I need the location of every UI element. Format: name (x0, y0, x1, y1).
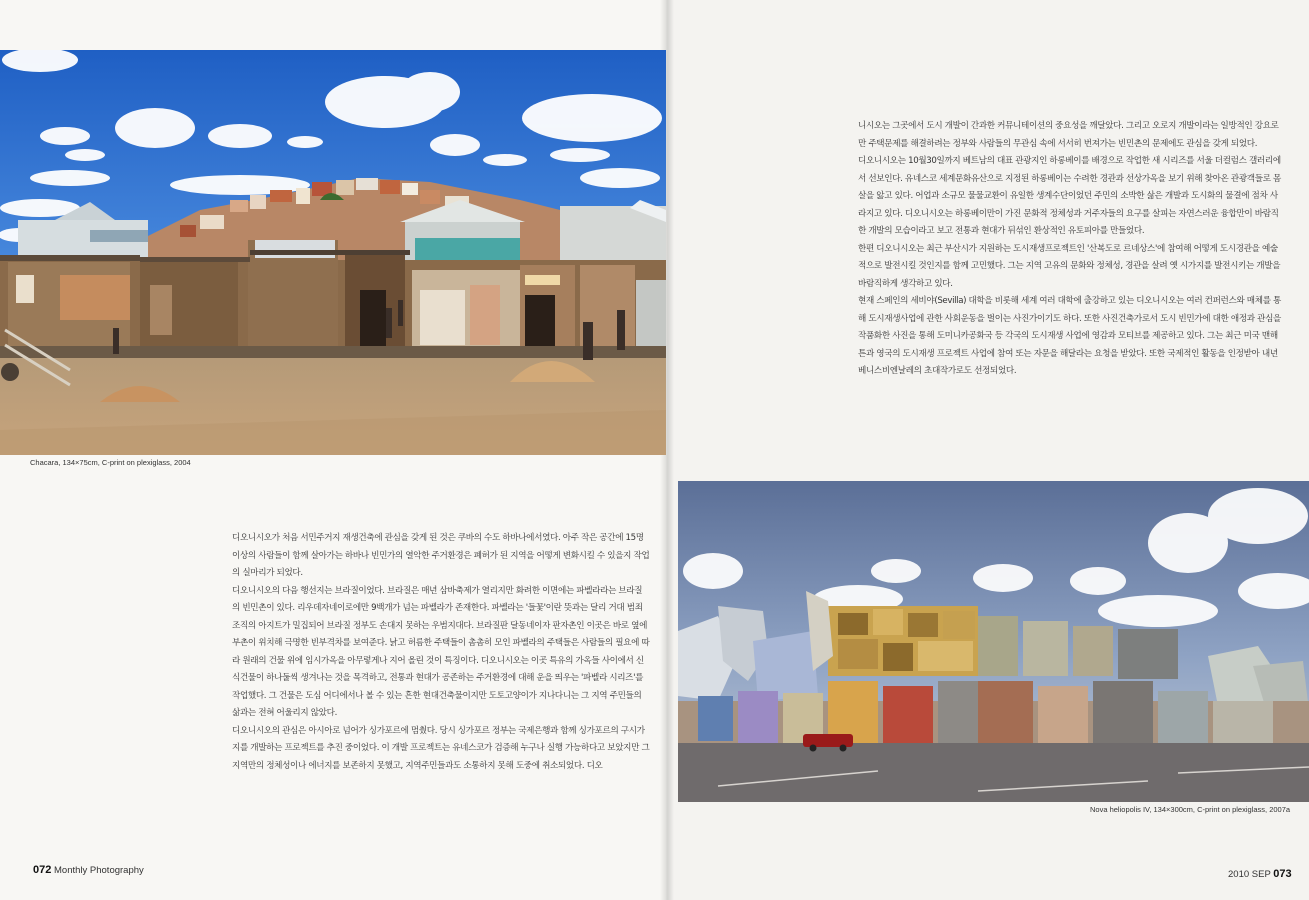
left-article-text (232, 530, 650, 775)
left-folio (33, 864, 144, 876)
magazine-name: Monthly Photography (54, 865, 144, 876)
right-paragraph: 니시오는 그곳에서 도시 개발이 간과한 커뮤니테이션의 중요성을 깨달았다. 그리고 오로지 개발이라는 일방적인 강요로만 주택문제를 해결하려는 정부와 사람들의 무관심 속에 서서히 번져가는 빈민촌의 문제에도 관심을 갖게 되었다. (858, 121, 1279, 149)
right-paragraph: 현재 스페인의 세비야(Sevilla) 대학을 비롯해 세계 여러 대학에 출강하고 있는 디오니시오는 여러 컨퍼런스와 매체를 통해 도시재생사업에 관한 사회운동을 벌이는 사진가이기도 하다. 또한 사진건축가로서 도시 빈민가에 대한 애정과 관심을 작품화한 사진을 통해 도미니카공화국 등 각국의 도시재생 사업에 영감과 모티브를 제공하고 있다. 그는 최근 미국 맨해튼과 영국의 도시재생 프로젝트 사업에 참여 또는 자문을 해달라는 요청을 받았다. 또한 국제적인 활동을 인정받아 내년 베니스비엔날레의 초대작가로도 선정되었다. (858, 296, 1281, 376)
left-paragraph: 디오니시오의 관심은 아시아로 넘어가 싱가포르에 멈췄다. 당시 싱가포르 정부는 국제은행과 함께 싱가포르의 구시가지를 개발하는 프로젝트를 추진 중이었다. 이 개발 프로젝트는 유네스코가 검증해 누구나 실행 가능하다고 보았지만 그 지역만의 정체성이나 에너지를 보존하지 못했고, 지역주민들과도 소통하지 못해 도중에 취소되었다. 디오 (232, 725, 650, 771)
nova-heliopolis-photo (678, 481, 1309, 802)
page-number-left: 072 (33, 864, 52, 876)
chacara-photo (0, 50, 666, 455)
left-paragraph: 디오니시오가 처음 서민주거지 재생건축에 관심을 갖게 된 것은 쿠바의 수도 하바나에서였다. 아주 작은 공간에 15명 이상의 사람들이 함께 살아가는 하바나 빈민가의 열악한 주거환경은 폐허가 된 지역을 어떻게 변화시킬 수 있을지 작업의 실마리가 되었다. (232, 533, 650, 578)
nova-heliopolis-caption: Nova heliopolis IV, 134×300cm, C-print on plexiglass, 2007a (1090, 805, 1291, 814)
chacara-caption: Chacara, 134×75cm, C-print on plexiglass, 2004 (30, 458, 191, 467)
right-folio (1228, 868, 1292, 880)
page-number-right: 073 (1273, 868, 1292, 880)
issue-date: 2010 SEP (1228, 869, 1271, 880)
right-paragraph: 디오니시오는 10월30일까지 베트남의 대표 관광지인 하롱베이를 배경으로 작업한 새 시리즈를 서울 더컬럼스 갤러리에서 선보인다. 유네스코 세계문화유산으로 지정된 하롱베이는 수려한 경관과 선상가옥을 보기 위해 찾아온 관광객들로 몸살을 앓고 있다. 어업과 소규모 물물교환이 유일한 생계수단이었던 주민의 소박한 삶은 개발과 도시화의 물결에 점차 사라지고 있다. 디오니시오는 하롱베이만이 가진 문화적 정체성과 거주자들의 요구를 살피는 자연스러운 융합만이 바람직한 개발의 모습이라고 보고 전통과 현대가 뒤섞인 환상적인 유토피아를 만들었다. (858, 156, 1281, 236)
left-paragraph: 디오니시오의 다음 행선지는 브라질이었다. 브라질은 매년 삼바축제가 열리지만 화려한 이면에는 파벨라라는 브라질의 빈민촌이 있다. 리우데자네이로에만 9백개가 넘는 파벨라가 존재한다. 파벨라는 '들꽃'이란 뜻과는 달리 거대 범죄조직의 아지트가 밀집되어 브라질 정부도 손대지 못하는 우범지대다. 브라질판 달동네이자 판자촌인 이곳은 바로 옆에 부촌이 위치해 극명한 빈부격차를 보여준다. 낡고 허름한 주택들이 촘촘히 모인 파벨라의 주택들은 사람들의 필요에 따라 원래의 건물 위에 임시가옥을 아무렇게나 지어 올린 것이 특징이다. 디오니시오는 이곳 특유의 가옥들 사이에서 신식건물이 하나둘씩 생겨나는 것을 목격하고, 전통과 현대가 공존하는 주거환경에 대해 운을 띄우는 '파벨라 시리즈'를 작업했다. 그 건물은 도심 어디에서나 볼 수 있는 흔한 현대건축물이지만 도토고양이가 지나다니는 그 지역 주민들의 삶과는 전혀 어울리지 않았다. (232, 585, 650, 718)
right-article-text (858, 118, 1282, 381)
right-paragraph: 한편 디오니시오는 최근 부산시가 지원하는 도시재생프로젝트인 '산복도로 르네상스'에 참여해 어떻게 도시경관을 예술적으로 발전시킬 것인지를 함께 고민했다. 그는 지역 고유의 문화와 정체성, 경관을 살려 옛 시가지를 발전시키는 개발을 바람직하게 생각하고 있다. (858, 243, 1281, 289)
